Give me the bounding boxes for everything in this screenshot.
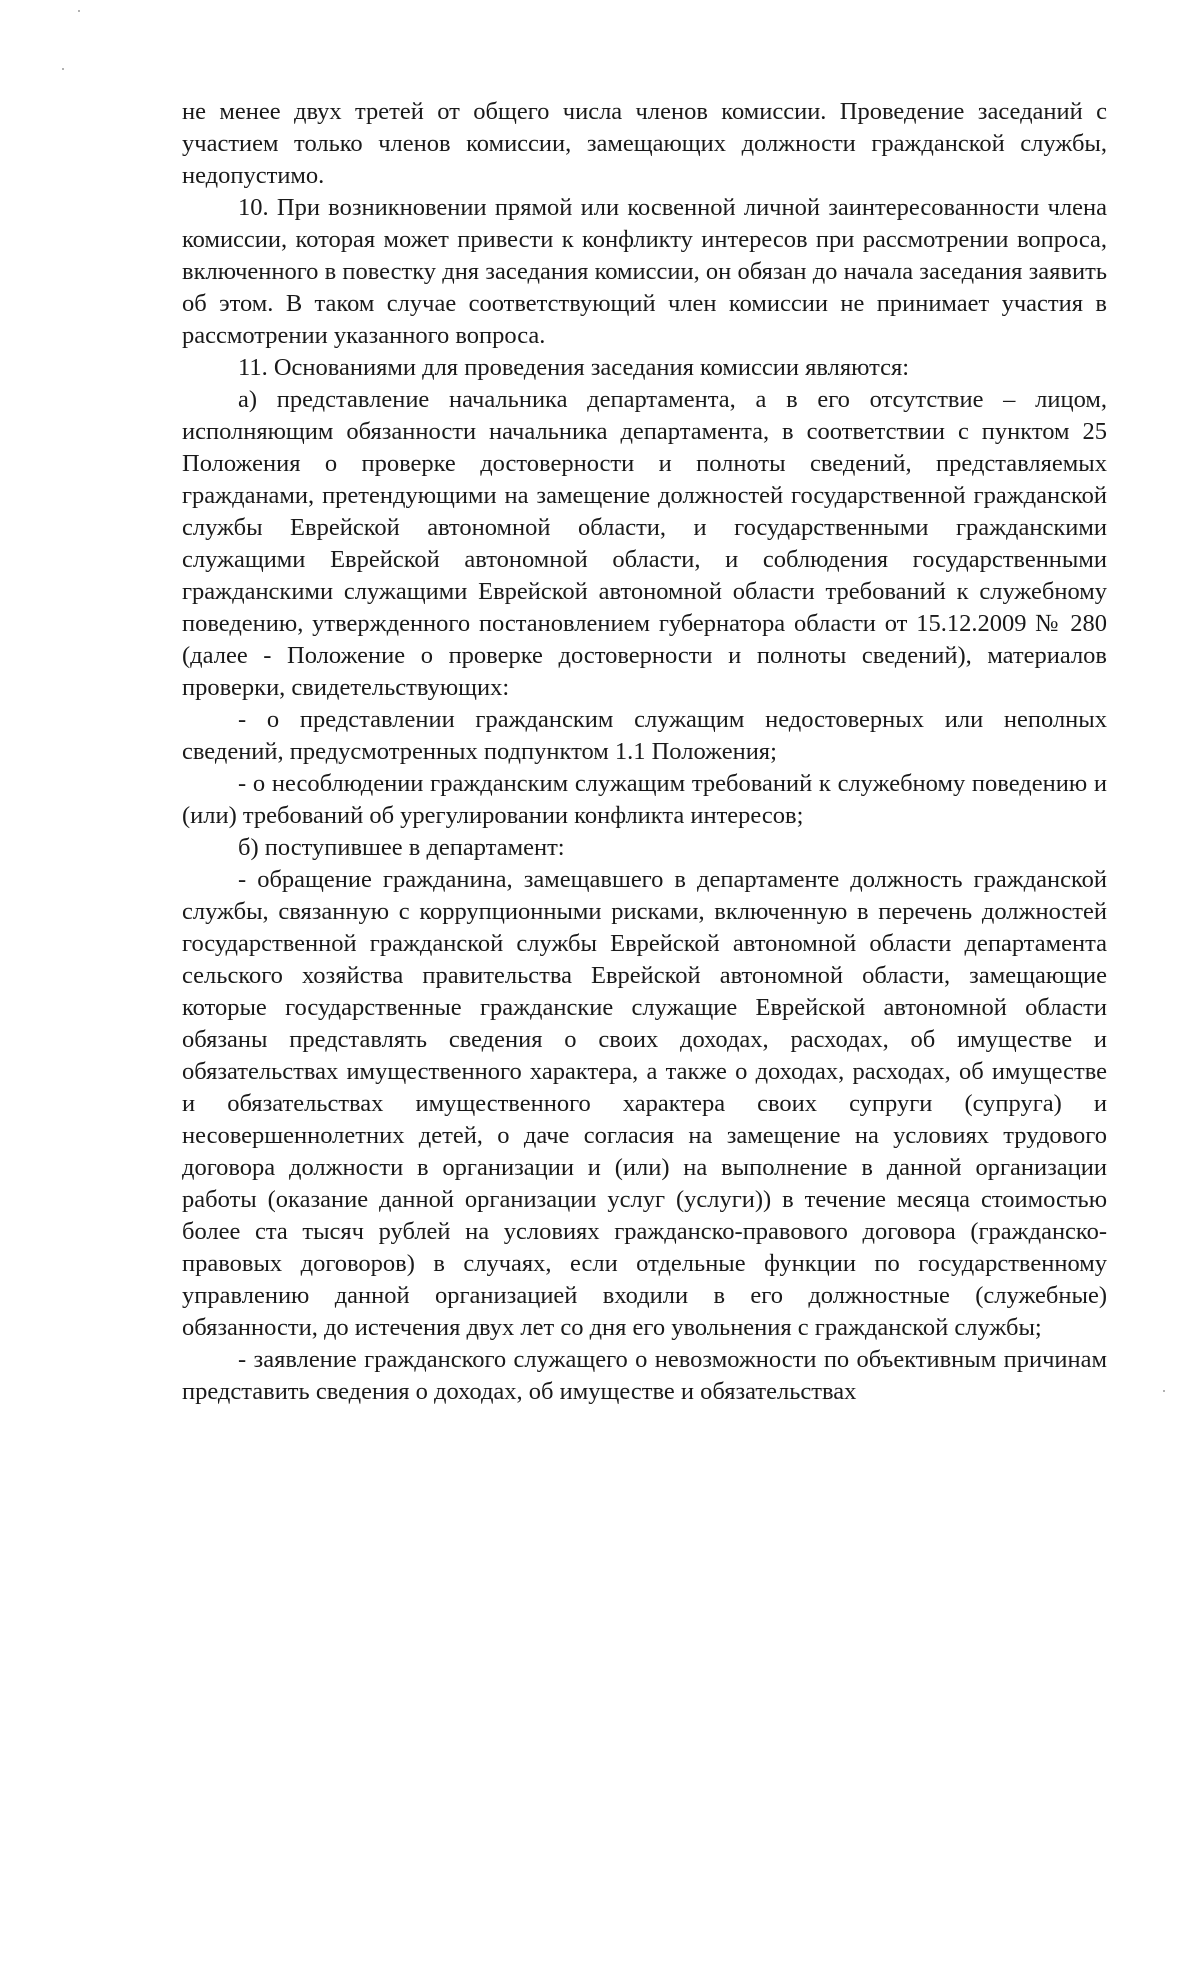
paragraph-11-a: а) представление начальника департамента, а в его отсутствие – лицом, исполняющим обязанности начальника департамента, в соответствии с пунктом 25 Положения о проверке достоверности и полноты сведений, представляемых гражданами, претендующими на замещение должностей государственной гражданской службы Еврейской автономной области, и государственными гражданскими служащими Еврейской автономной области, и соблюдения государственными гражданскими служащими Еврейской автономной области требований к служебному поведению, утвержденного постановлением губернатора области от 15.12.2009 № 280 (далее - Положение о проверке достоверности и полноты сведений), материалов проверки, свидетельствующих: [182,386,1107,701]
list-item-conduct-violation: - о несоблюдении гражданским служащим требований к служебному поведению и (или) требований об урегулировании конфликта интересов; [182,770,1107,829]
paragraph-11-b: б) поступившее в департамент: [238,834,565,861]
scan-speck [78,10,80,12]
scan-speck [62,68,64,70]
list-item-unreliable-info: - о представлении гражданским служащим недостоверных или неполных сведений, предусмотренных подпунктом 1.1 Положения; [182,706,1107,765]
document-body [182,96,1107,1408]
list-item-citizen-appeal: - обращение гражданина, замещавшего в департаменте должность гражданской службы, связанную с коррупционными рисками, включенную в перечень должностей государственной гражданской службы Еврейской автономной области департамента сельского хозяйства правительства Еврейской автономной области, замещающие которые государственные гражданские служащие Еврейской автономной области обязаны представлять сведения о своих доходах, расходах, об имуществе и обязательствах имущественного характера, а также о доходах, расходах, об имуществе и обязательствах имущественного характера своих супруги (супруга) и несовершеннолетних детей, о даче согласия на замещение на условиях трудового договора должности в организации и (или) на выполнение в данной организации работы (оказание данной организации услуг (услуги)) в течение месяца стоимостью более ста тысяч рублей на условиях гражданско-правового договора (гражданско-правовых договоров) в случаях, если отдельные функции по государственному управлению данной организацией входили в его должностные (служебные) обязанности, до истечения двух лет со дня его увольнения с гражданской службы; [182,866,1107,1341]
scan-speck [1163,1390,1165,1392]
paragraph-10: 10. При возникновении прямой или косвенной личной заинтересованности члена комиссии, которая может привести к конфликту интересов при рассмотрении вопроса, включенного в повестку дня заседания комиссии, он обязан до начала заседания заявить об этом. В таком случае соответствующий член комиссии не принимает участия в рассмотрении указанного вопроса. [182,194,1107,349]
paragraph-11: 11. Основаниями для проведения заседания комиссии являются: [238,354,910,381]
paragraph-continuation: не менее двух третей от общего числа членов комиссии. Проведение заседаний с участием только членов комиссии, замещающих должности гражданской службы, недопустимо. [182,98,1107,189]
list-item-employee-statement: - заявление гражданского служащего о невозможности по объективным причинам представить сведения о доходах, об имуществе и обязательствах [182,1346,1107,1405]
